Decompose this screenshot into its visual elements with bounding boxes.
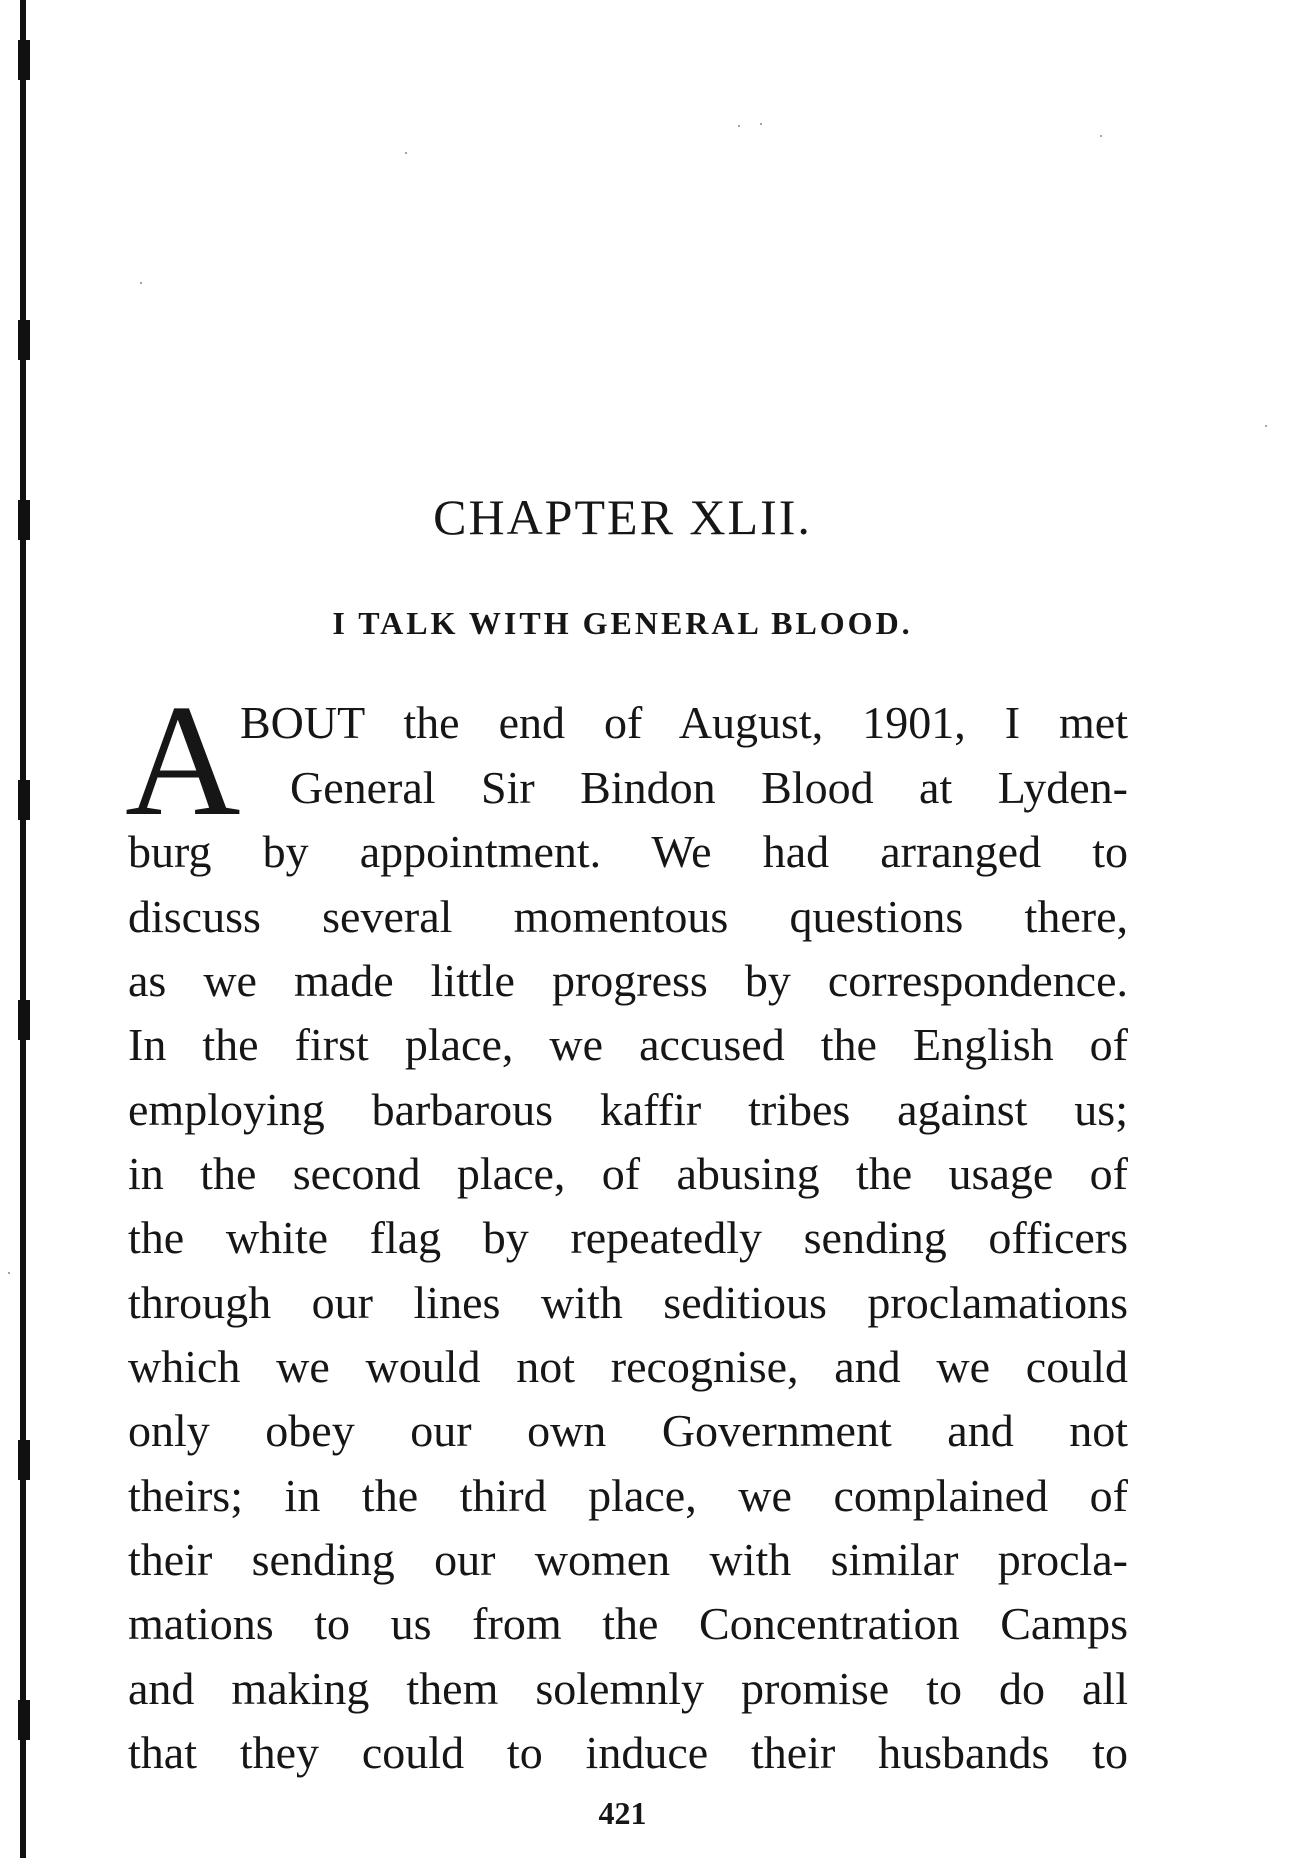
paper-speck — [1100, 135, 1102, 137]
text-line: In the first place, we accused the English of — [128, 1019, 1128, 1070]
binding-mark — [18, 1440, 30, 1480]
text-line: through our lines with seditious proclamations — [128, 1277, 1128, 1328]
binding-mark — [18, 40, 30, 80]
drop-cap: A — [125, 671, 241, 849]
paper-speck — [738, 125, 740, 127]
paper-speck — [8, 1272, 10, 1274]
text-line: and making them solemnly promise to do all — [128, 1663, 1128, 1714]
text-line: General Sir Bindon Blood at Lyden- — [290, 762, 1128, 813]
paper-speck — [140, 282, 142, 284]
text-line: employing barbarous kaffir tribes against us; — [128, 1084, 1128, 1135]
text-line: discuss several momentous questions there, — [128, 891, 1128, 942]
binding-mark — [18, 780, 30, 820]
text-line: burg by appointment. We had arranged to — [128, 826, 1128, 877]
text-line: in the second place, of abusing the usage of — [128, 1148, 1128, 1199]
text-line: their sending our women with similar procla- — [128, 1534, 1128, 1585]
page-number: 421 — [598, 1795, 647, 1831]
chapter-subtitle: I TALK WITH GENERAL BLOOD. — [332, 605, 913, 641]
paper-speck — [1265, 425, 1267, 427]
text-line: mations to us from the Concentration Camps — [128, 1598, 1128, 1649]
text-line: which we would not recognise, and we could — [128, 1341, 1128, 1392]
chapter-title: CHAPTER XLII. — [433, 489, 812, 545]
text-line: as we made little progress by correspondence. — [128, 955, 1128, 1006]
binding-mark — [18, 1000, 30, 1040]
paper-speck — [405, 152, 407, 154]
binding-mark — [18, 320, 30, 360]
binding-mark — [18, 1700, 30, 1740]
text-line: theirs; in the third place, we complained of — [128, 1470, 1128, 1521]
page-binding-edge — [20, 0, 26, 1858]
text-line: only obey our own Government and not — [128, 1405, 1128, 1456]
text-line: BOUT the end of August, 1901, I met — [240, 697, 1128, 748]
text-line: that they could to induce their husbands to — [128, 1727, 1128, 1778]
text-line: the white flag by repeatedly sending officers — [128, 1212, 1128, 1263]
paper-speck — [760, 123, 762, 125]
